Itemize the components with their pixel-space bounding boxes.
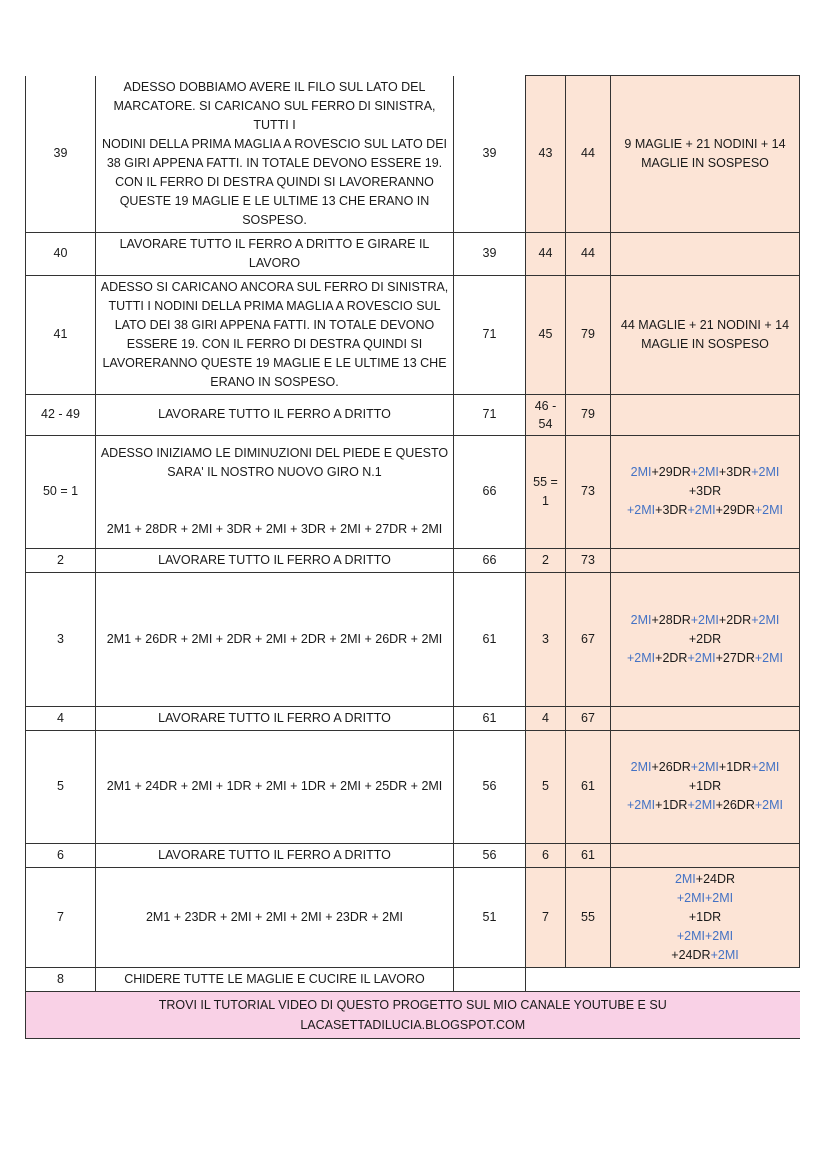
pattern-sheet (25, 75, 800, 1039)
round-cell: 3 (26, 572, 96, 706)
note-segment: +2DR (655, 650, 688, 665)
round2-cell: 7 (526, 867, 566, 967)
stitches2-cell: 67 (566, 572, 611, 706)
stitches2-cell: 61 (566, 730, 611, 843)
instruction-cell: LAVORARE TUTTO IL FERRO A DRITTO (96, 706, 454, 730)
instruction-cell: 2M1 + 23DR + 2MI + 2MI + 2MI + 23DR + 2MI (96, 867, 454, 967)
stitches-cell: 39 (454, 76, 526, 233)
stitches-cell: 66 (454, 435, 526, 548)
stitches2-cell: 79 (566, 394, 611, 435)
table-row (26, 706, 800, 730)
note-line (615, 649, 795, 668)
stitches-cell: 39 (454, 232, 526, 275)
note-cell (611, 867, 800, 967)
stitches2-cell: 61 (566, 843, 611, 867)
note-line (615, 777, 795, 796)
note-line (615, 927, 795, 946)
stitches-cell: 51 (454, 867, 526, 967)
stitches2-cell: 55 (566, 867, 611, 967)
table-row (26, 394, 800, 435)
round2-cell: 6 (526, 843, 566, 867)
note-segment-2mi: +2MI (627, 503, 656, 517)
round-cell: 6 (26, 843, 96, 867)
table-row (26, 275, 800, 394)
stitches-cell (454, 967, 526, 991)
round-cell: 8 (26, 967, 96, 991)
table-row (26, 76, 800, 233)
note-segment-2mi: +2MI (627, 650, 656, 665)
note-segment-2mi: +2MI (687, 503, 716, 517)
table-row (26, 843, 800, 867)
instruction-cell: LAVORARE TUTTO IL FERRO A DRITTO (96, 548, 454, 572)
note-line (615, 501, 795, 520)
note-segment: +29DR (715, 503, 755, 517)
instruction-cell: ADESSO SI CARICANO ANCORA SUL FERRO DI SINISTRA, TUTTI I NODINI DELLA PRIMA MAGLIA A ROVESCIO SUL LATO DEI 38 GIRI APPENA FATTI. IN TOTALE DEVONO ESSERE 19. CON IL FERRO DI DESTRA QUINDI SI LAVORERANNO QUESTE 19 MAGLIE E LE ULTIME 13 CHE ERANO IN SOSPESO. (96, 275, 454, 394)
note-segment-2mi: 2MI (630, 465, 652, 479)
note-segment-2mi: 2MI (630, 612, 652, 627)
note-cell (611, 572, 800, 706)
instruction-cell: 2M1 + 24DR + 2MI + 1DR + 2MI + 1DR + 2MI + 25DR + 2MI (96, 730, 454, 843)
note-segment-2mi: 2MI (630, 760, 652, 774)
round-cell: 39 (26, 76, 96, 233)
note-segment-2mi: +2MI (627, 798, 656, 812)
note-segment-2mi: +2MI (687, 650, 716, 665)
round-cell: 7 (26, 867, 96, 967)
stitches2-cell: 67 (566, 706, 611, 730)
note-segment: +3DR (688, 484, 722, 498)
round2-cell: 5 (526, 730, 566, 843)
round-cell: 50 = 1 (26, 435, 96, 548)
table-row (26, 867, 800, 967)
note-line (615, 463, 795, 482)
stitches2-cell: 79 (566, 275, 611, 394)
round-cell: 5 (26, 730, 96, 843)
instruction-cell: ADESSO DOBBIAMO AVERE IL FILO SUL LATO DEL MARCATORE. SI CARICANO SUL FERRO DI SINISTRA, TUTTI I NODINI DELLA PRIMA MAGLIA A ROVESCIO SUL LATO DEI 38 GIRI APPENA FATTI. IN TOTALE DEVONO ESSERE 19. CON IL FERRO DI DESTRA QUINDI SI LAVORERANNO QUESTE 19 MAGLIE E LE ULTIME 13 CHE ERANO IN SOSPESO. (96, 76, 454, 233)
note-segment-2mi: +2MI (676, 928, 705, 943)
note-segment-2mi: +2MI (687, 798, 716, 812)
youtube-footer: TROVI IL TUTORIAL VIDEO DI QUESTO PROGETTO SUL MIO CANALE YOUTUBE E SU LACASETTADILUCIA.BLOGSPOT.COM (26, 991, 800, 1038)
note-segment: +24DR (695, 871, 736, 886)
note-segment-2mi: +2MI (754, 503, 783, 517)
instruction-cell: 2M1 + 26DR + 2MI + 2DR + 2MI + 2DR + 2MI + 26DR + 2MI (96, 572, 454, 706)
note-line (615, 889, 795, 908)
note-segment: +2DR (718, 612, 752, 627)
note-segment: +26DR (651, 760, 691, 774)
note-segment: +3DR (655, 503, 688, 517)
note-segment-2mi: +2MI (751, 760, 780, 774)
stitches-cell: 56 (454, 843, 526, 867)
note-line (615, 796, 795, 815)
round-cell: 40 (26, 232, 96, 275)
table-row (26, 548, 800, 572)
stitches-cell: 61 (454, 572, 526, 706)
note-cell (611, 435, 800, 548)
instruction-cell: LAVORARE TUTTO IL FERRO A DRITTO (96, 843, 454, 867)
round2-cell: 45 (526, 275, 566, 394)
table-row (26, 232, 800, 275)
note-segment: +24DR (671, 947, 711, 962)
stitches2-cell: 44 (566, 76, 611, 233)
round2-cell: 43 (526, 76, 566, 233)
round-cell: 41 (26, 275, 96, 394)
instruction-cell: LAVORARE TUTTO IL FERRO A DRITTO E GIRARE IL LAVORO (96, 232, 454, 275)
note-segment: +26DR (715, 798, 755, 812)
round2-cell: 44 (526, 232, 566, 275)
note-segment: +3DR (718, 465, 752, 479)
stitches2-cell: 73 (566, 548, 611, 572)
round2-cell: 46 - 54 (526, 394, 566, 435)
stitches2-cell: 73 (566, 435, 611, 548)
round2-cell: 3 (526, 572, 566, 706)
stitches-cell: 56 (454, 730, 526, 843)
table-row (26, 967, 800, 991)
note-segment-2mi: +2MI (705, 928, 734, 943)
instruction-cell: CHIDERE TUTTE LE MAGLIE E CUCIRE IL LAVORO (96, 967, 454, 991)
note-cell: 44 MAGLIE + 21 NODINI + 14 MAGLIE IN SOSPESO (611, 275, 800, 394)
empty-cell (526, 967, 800, 991)
note-cell (611, 232, 800, 275)
note-cell (611, 843, 800, 867)
note-line (615, 611, 795, 630)
note-segment-2mi: +2MI (710, 947, 739, 962)
note-segment: +1DR (688, 779, 722, 793)
stitches-cell: 61 (454, 706, 526, 730)
round-cell: 42 - 49 (26, 394, 96, 435)
note-cell: 9 MAGLIE + 21 NODINI + 14 MAGLIE IN SOSPESO (611, 76, 800, 233)
round-cell: 2 (26, 548, 96, 572)
note-segment-2mi: +2MI (751, 465, 780, 479)
round2-cell: 55 = 1 (526, 435, 566, 548)
note-line (615, 908, 795, 927)
round-cell: 4 (26, 706, 96, 730)
note-segment: +28DR (651, 612, 691, 627)
pattern-table (25, 75, 800, 1039)
note-segment-2mi: +2MI (690, 612, 719, 627)
note-line (615, 630, 795, 649)
note-cell (611, 706, 800, 730)
note-segment-2mi: 2MI (674, 871, 696, 886)
note-segment: +1DR (688, 909, 722, 924)
round2-cell: 4 (526, 706, 566, 730)
table-row (26, 730, 800, 843)
note-segment-2mi: +2MI (690, 465, 719, 479)
note-segment-2mi: +2MI (754, 650, 783, 665)
note-segment: +1DR (655, 798, 688, 812)
round2-cell: 2 (526, 548, 566, 572)
note-cell (611, 394, 800, 435)
instruction-cell: LAVORARE TUTTO IL FERRO A DRITTO (96, 394, 454, 435)
note-line (615, 758, 795, 777)
note-cell (611, 548, 800, 572)
note-segment: +1DR (718, 760, 752, 774)
note-line (615, 482, 795, 501)
footer-row (26, 991, 800, 1038)
note-segment-2mi: +2MI (754, 798, 783, 812)
note-line (615, 870, 795, 889)
note-segment-2mi: +2MI (676, 890, 705, 905)
stitches-cell: 66 (454, 548, 526, 572)
table-row (26, 572, 800, 706)
table-row (26, 435, 800, 548)
note-segment: +29DR (651, 465, 691, 479)
note-segment: +27DR (715, 650, 755, 665)
stitches-cell: 71 (454, 394, 526, 435)
note-segment-2mi: +2MI (705, 890, 734, 905)
stitches-cell: 71 (454, 275, 526, 394)
note-cell (611, 730, 800, 843)
instruction-cell: ADESSO INIZIAMO LE DIMINUZIONI DEL PIEDE E QUESTO SARA' IL NOSTRO NUOVO GIRO N.1 2M1 + 28DR + 2MI + 3DR + 2MI + 3DR + 2MI + 27DR + 2MI (96, 435, 454, 548)
note-segment-2mi: +2MI (690, 760, 719, 774)
note-segment: +2DR (688, 631, 722, 646)
note-line (615, 946, 795, 965)
note-segment-2mi: +2MI (751, 612, 780, 627)
stitches2-cell: 44 (566, 232, 611, 275)
